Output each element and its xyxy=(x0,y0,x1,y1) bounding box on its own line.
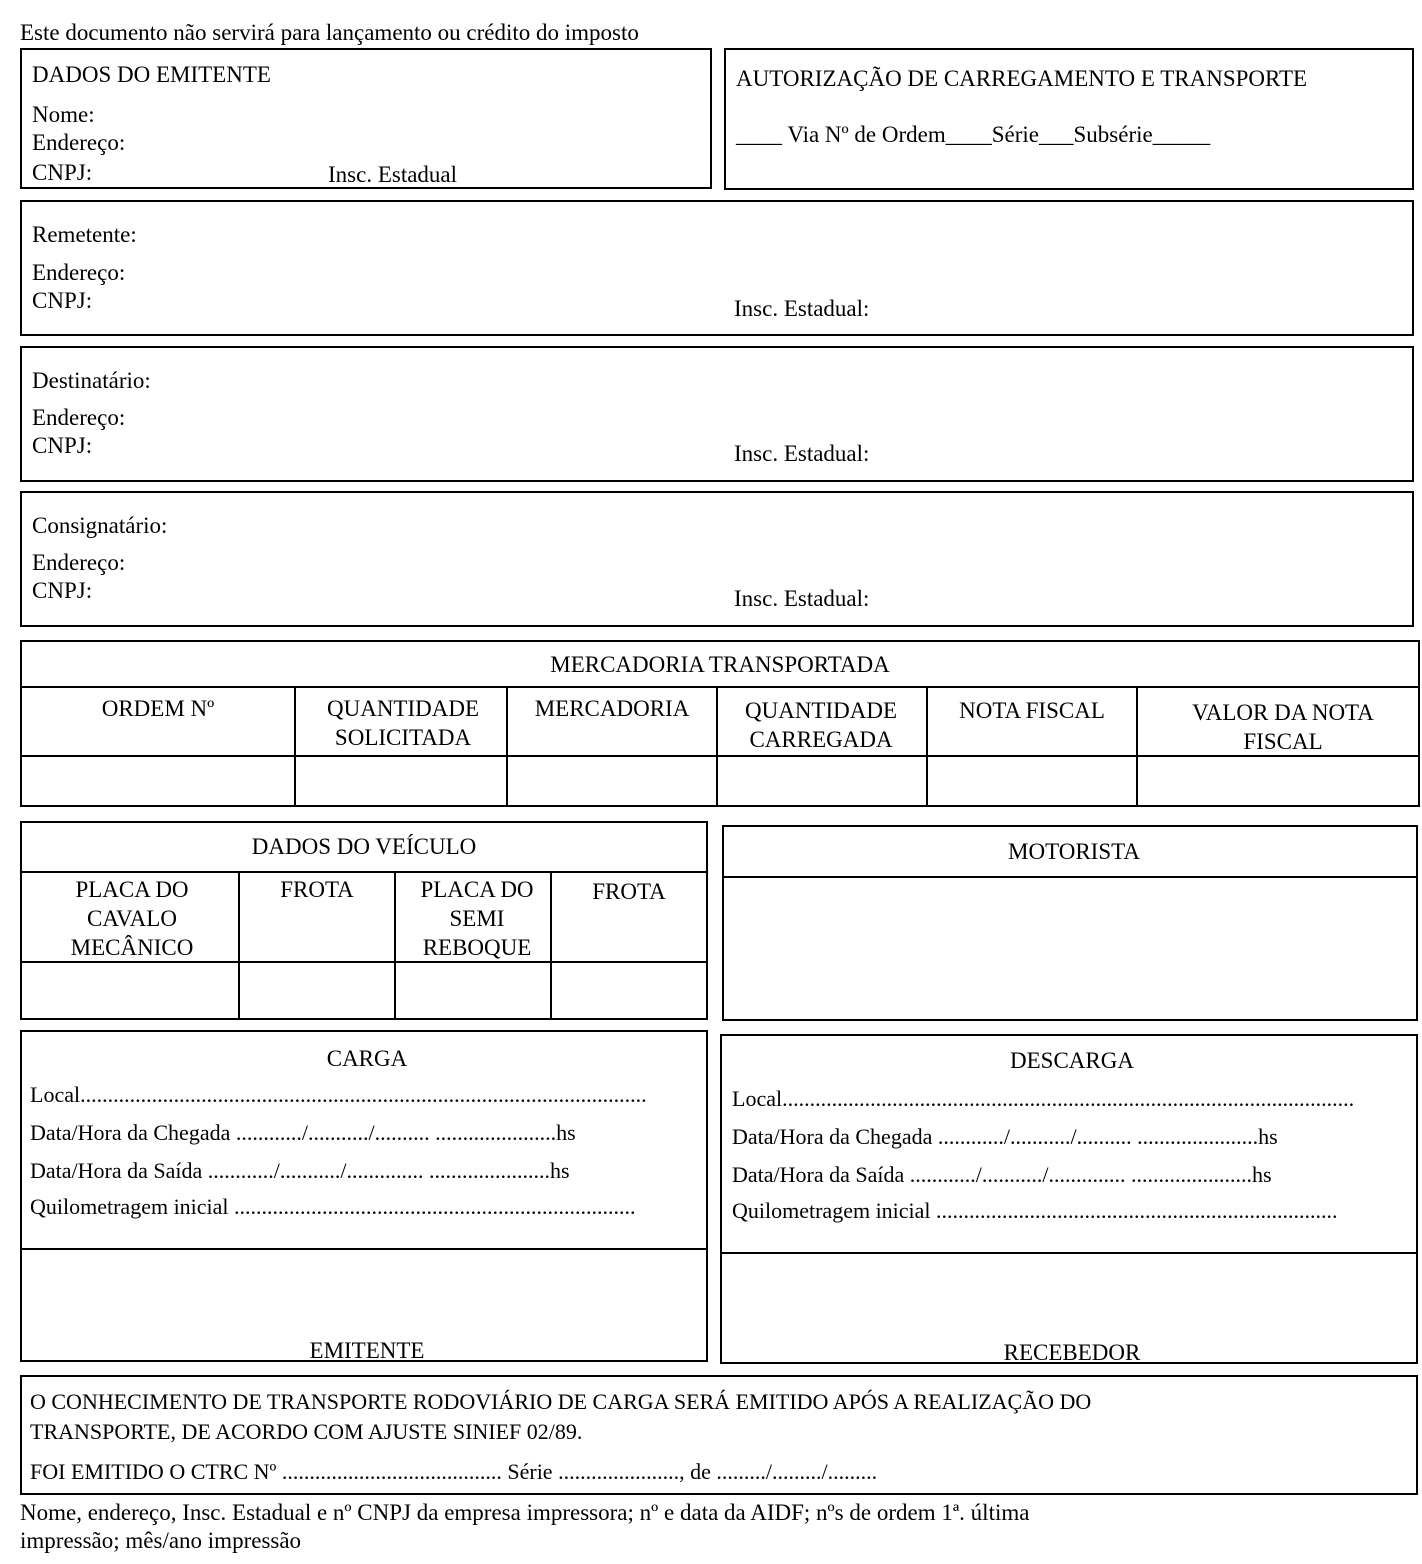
column-divider xyxy=(294,686,296,805)
descarga-title: DESCARGA xyxy=(1010,1048,1134,1073)
remetente-endereco-label: Endereço: xyxy=(32,260,126,285)
descarga-local: Local........................................................................................................ xyxy=(732,1086,1355,1111)
col-mercadoria: MERCADORIA xyxy=(534,696,690,721)
remetente-box xyxy=(20,200,1414,336)
veiculo-title: DADOS DO VEÍCULO xyxy=(251,834,477,859)
emitente-cnpj-label: CNPJ: xyxy=(32,160,93,185)
conhecimento-line-1: O CONHECIMENTO DE TRANSPORTE RODOVIÁRIO DE CARGA SERÁ EMITIDO APÓS A REALIZAÇÃO DO xyxy=(30,1389,1092,1414)
motorista-box xyxy=(722,825,1418,1021)
destinatario-label: Destinatário: xyxy=(32,368,151,393)
autorizacao-title: AUTORIZAÇÃO DE CARREGAMENTO E TRANSPORTE xyxy=(736,66,1308,91)
descarga-signature-label: RECEBEDOR xyxy=(1003,1340,1141,1365)
destinatario-endereco-label: Endereço: xyxy=(32,405,126,430)
remetente-insc-label: Insc. Estadual: xyxy=(734,296,870,321)
emitente-endereco-label: Endereço: xyxy=(32,130,126,155)
conhecimento-line-2: TRANSPORTE, DE ACORDO COM AJUSTE SINIEF 02/89. xyxy=(30,1419,583,1444)
destinatario-cnpj-label: CNPJ: xyxy=(32,433,93,458)
carga-divider xyxy=(22,1248,706,1250)
mercadoria-title: MERCADORIA TRANSPORTADA xyxy=(550,652,890,677)
col-frota: FROTA xyxy=(280,877,354,902)
emitente-title: DADOS DO EMITENTE xyxy=(32,62,271,87)
remetente-cnpj-label: CNPJ: xyxy=(32,288,93,313)
conhecimento-box xyxy=(20,1375,1418,1495)
footer-line-1: Nome, endereço, Insc. Estadual e nº CNPJ da empresa impressora; nº e data da AIDF; nºs de ordem 1ª. última xyxy=(20,1500,1030,1525)
footer-line-2: impressão; mês/ano impressão xyxy=(20,1528,302,1553)
carga-saida: Data/Hora da Saída ............/.........../.............. ......................hs xyxy=(30,1158,570,1183)
conhecimento-ctrc-line: FOI EMITIDO O CTRC Nº ........................................ Série ......................, de ........./........./......... xyxy=(30,1459,878,1484)
descarga-box xyxy=(720,1034,1418,1364)
column-divider xyxy=(394,871,396,1018)
remetente-label: Remetente: xyxy=(32,222,137,247)
veiculo-title-divider xyxy=(22,871,706,873)
carga-quilometragem: Quilometragem inicial ......................................................................... xyxy=(30,1194,636,1219)
col-nota-fiscal: NOTA FISCAL xyxy=(959,698,1105,723)
carga-box xyxy=(20,1030,708,1362)
consignatario-cnpj-label: CNPJ: xyxy=(32,578,93,603)
autorizacao-ordem-line: ____ Via Nº de Ordem____Série___Subsérie_____ xyxy=(736,122,1211,147)
mercadoria-title-divider xyxy=(22,686,1418,688)
emitente-box xyxy=(20,48,712,189)
destinatario-box xyxy=(20,346,1414,482)
carga-local: Local....................................................................................................... xyxy=(30,1082,647,1107)
consignatario-box xyxy=(20,491,1414,627)
col-placa-semi-reboque: PLACA DO SEMI REBOQUE xyxy=(420,877,534,960)
column-divider xyxy=(716,686,718,805)
emitente-insc-label: Insc. Estadual xyxy=(328,162,458,187)
consignatario-insc-label: Insc. Estadual: xyxy=(734,586,870,611)
autorizacao-box xyxy=(724,48,1414,190)
motorista-divider xyxy=(724,876,1416,878)
descarga-saida: Data/Hora da Saída ............/.........../.............. ......................hs xyxy=(732,1162,1272,1187)
emitente-nome-label: Nome: xyxy=(32,102,95,127)
descarga-divider xyxy=(722,1252,1416,1254)
descarga-chegada: Data/Hora da Chegada ............/.........../.......... ......................hs xyxy=(732,1124,1278,1149)
veiculo-table xyxy=(20,821,708,1020)
col-valor-nota-fiscal: VALOR DA NOTA FISCAL xyxy=(1192,700,1374,754)
carga-signature-label: EMITENTE xyxy=(309,1338,425,1363)
column-divider xyxy=(1136,686,1138,805)
header-note: Este documento não servirá para lançamento ou crédito do imposto xyxy=(20,20,639,45)
mercadoria-table xyxy=(20,640,1420,807)
col-ordem: ORDEM Nº xyxy=(101,696,215,721)
col-placa-cavalo: PLACA DO CAVALO MECÂNICO xyxy=(70,877,194,960)
carga-title: CARGA xyxy=(326,1046,408,1071)
descarga-quilometragem: Quilometragem inicial ......................................................................... xyxy=(732,1198,1338,1223)
consignatario-endereco-label: Endereço: xyxy=(32,550,126,575)
carga-chegada: Data/Hora da Chegada ............/.........../.......... ......................hs xyxy=(30,1120,576,1145)
motorista-title: MOTORISTA xyxy=(1008,839,1140,864)
col-frota-2: FROTA xyxy=(592,879,666,904)
col-quantidade-solicitada: QUANTIDADE SOLICITADA xyxy=(326,696,480,750)
consignatario-label: Consignatário: xyxy=(32,513,168,538)
destinatario-insc-label: Insc. Estadual: xyxy=(734,441,870,466)
col-quantidade-carregada: QUANTIDADE CARREGADA xyxy=(744,698,898,752)
